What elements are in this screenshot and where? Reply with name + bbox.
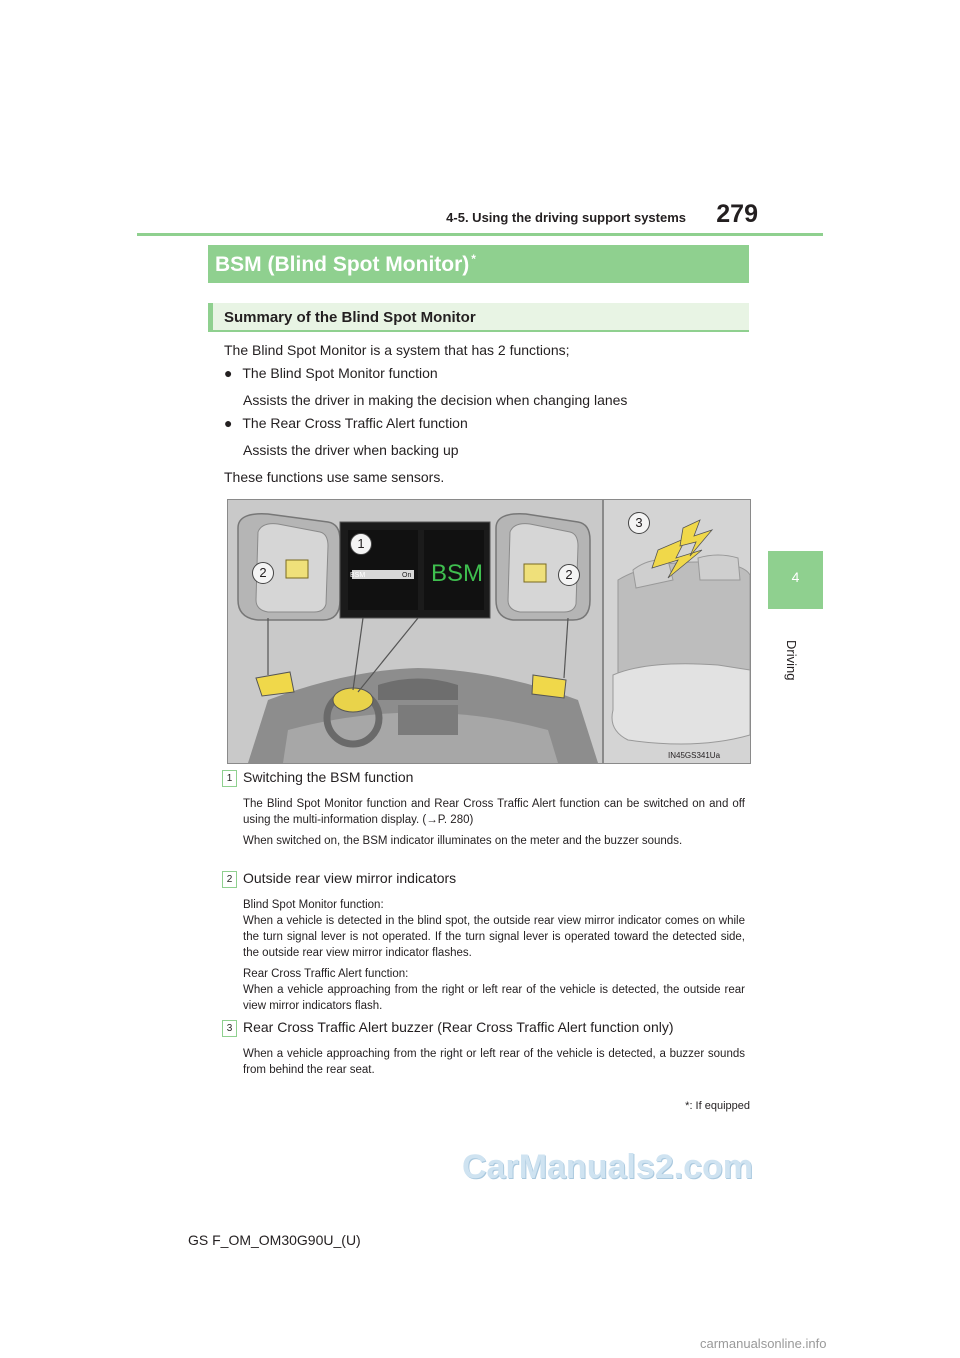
- item-number-2: 2: [222, 871, 237, 888]
- outro-text: These functions use same sensors.: [224, 469, 445, 485]
- bsm-indicator: BSM: [431, 560, 484, 587]
- display-bsm-label: BSM: [350, 572, 366, 579]
- figure-code: IN45GS341Ua: [668, 751, 721, 760]
- watermark-text: carmanualsonline.info: [700, 1336, 827, 1351]
- item-paragraph: Rear Cross Traffic Alert function:: [243, 968, 409, 980]
- item-paragraph: When a vehicle is detected in the blind spot, the outside rear view mirror indicator comes on while the turn signal lever is not operated. If the turn signal lever is operated toward the detected side, the outside rear view mirror indicator flashes.: [243, 915, 745, 959]
- bsm-illustration: [227, 499, 751, 764]
- bullet-icon: ●: [224, 365, 233, 381]
- item-title: Rear Cross Traffic Alert buzzer (Rear Cross Traffic Alert function only): [243, 1019, 674, 1035]
- if-equipped-mark: *: [471, 252, 476, 266]
- callout-3: 3: [628, 512, 650, 534]
- function-name: The Blind Spot Monitor function: [242, 365, 438, 381]
- function-item: [224, 365, 438, 381]
- function-desc: Assists the driver when backing up: [243, 442, 459, 458]
- watermark-logo: CarManuals2.com: [462, 1148, 753, 1186]
- section-title: 4-5. Using the driving support systems: [446, 210, 686, 225]
- function-desc: Assists the driver in making the decision when changing lanes: [243, 392, 628, 408]
- page-number: 279: [716, 200, 758, 228]
- item-paragraph: When a vehicle approaching from the right or left rear of the vehicle is detected, a buzzer sounds from behind the rear seat.: [243, 1048, 745, 1076]
- item-number-3: 3: [222, 1020, 237, 1037]
- footnote-mark: *: [685, 1100, 690, 1112]
- bsm-illustration-svg: [228, 500, 750, 763]
- page-title-text: BSM (Blind Spot Monitor): [215, 253, 470, 276]
- footer-code: GS F_OM_OM30G90U_(U): [188, 1232, 361, 1248]
- item-paragraph: The Blind Spot Monitor function and Rear Cross Traffic Alert function can be switched on and off using the multi-information display. (→P. 280): [243, 798, 745, 826]
- header-rule: [137, 233, 823, 236]
- chapter-number: 4: [791, 569, 800, 585]
- item-paragraph: When switched on, the BSM indicator illuminates on the meter and the buzzer sounds.: [243, 835, 683, 847]
- subheading: Summary of the Blind Spot Monitor: [224, 309, 476, 326]
- subheading-accent: [208, 303, 213, 332]
- page-title: [215, 252, 476, 277]
- item-title: Switching the BSM function: [243, 769, 414, 785]
- function-name: The Rear Cross Traffic Alert function: [242, 415, 468, 431]
- chapter-label: Driving: [784, 640, 799, 681]
- intro-text: The Blind Spot Monitor is a system that has 2 functions;: [224, 342, 570, 358]
- item-paragraph: When a vehicle approaching from the right or left rear of the vehicle is detected, the outside rear view mirror indicators flash.: [243, 984, 745, 1012]
- callout-2-left: 2: [252, 562, 274, 584]
- footnote-text: : If equipped: [689, 1100, 750, 1112]
- item-title: Outside rear view mirror indicators: [243, 870, 457, 886]
- footnote: [620, 1100, 750, 1112]
- callout-1: 1: [350, 533, 372, 555]
- display-bsm-status: On: [402, 572, 412, 579]
- callout-2-right: 2: [558, 564, 580, 586]
- function-item: [224, 415, 468, 431]
- item-paragraph: Blind Spot Monitor function:: [243, 899, 384, 911]
- bullet-icon: ●: [224, 415, 233, 431]
- item-number-1: 1: [222, 770, 237, 787]
